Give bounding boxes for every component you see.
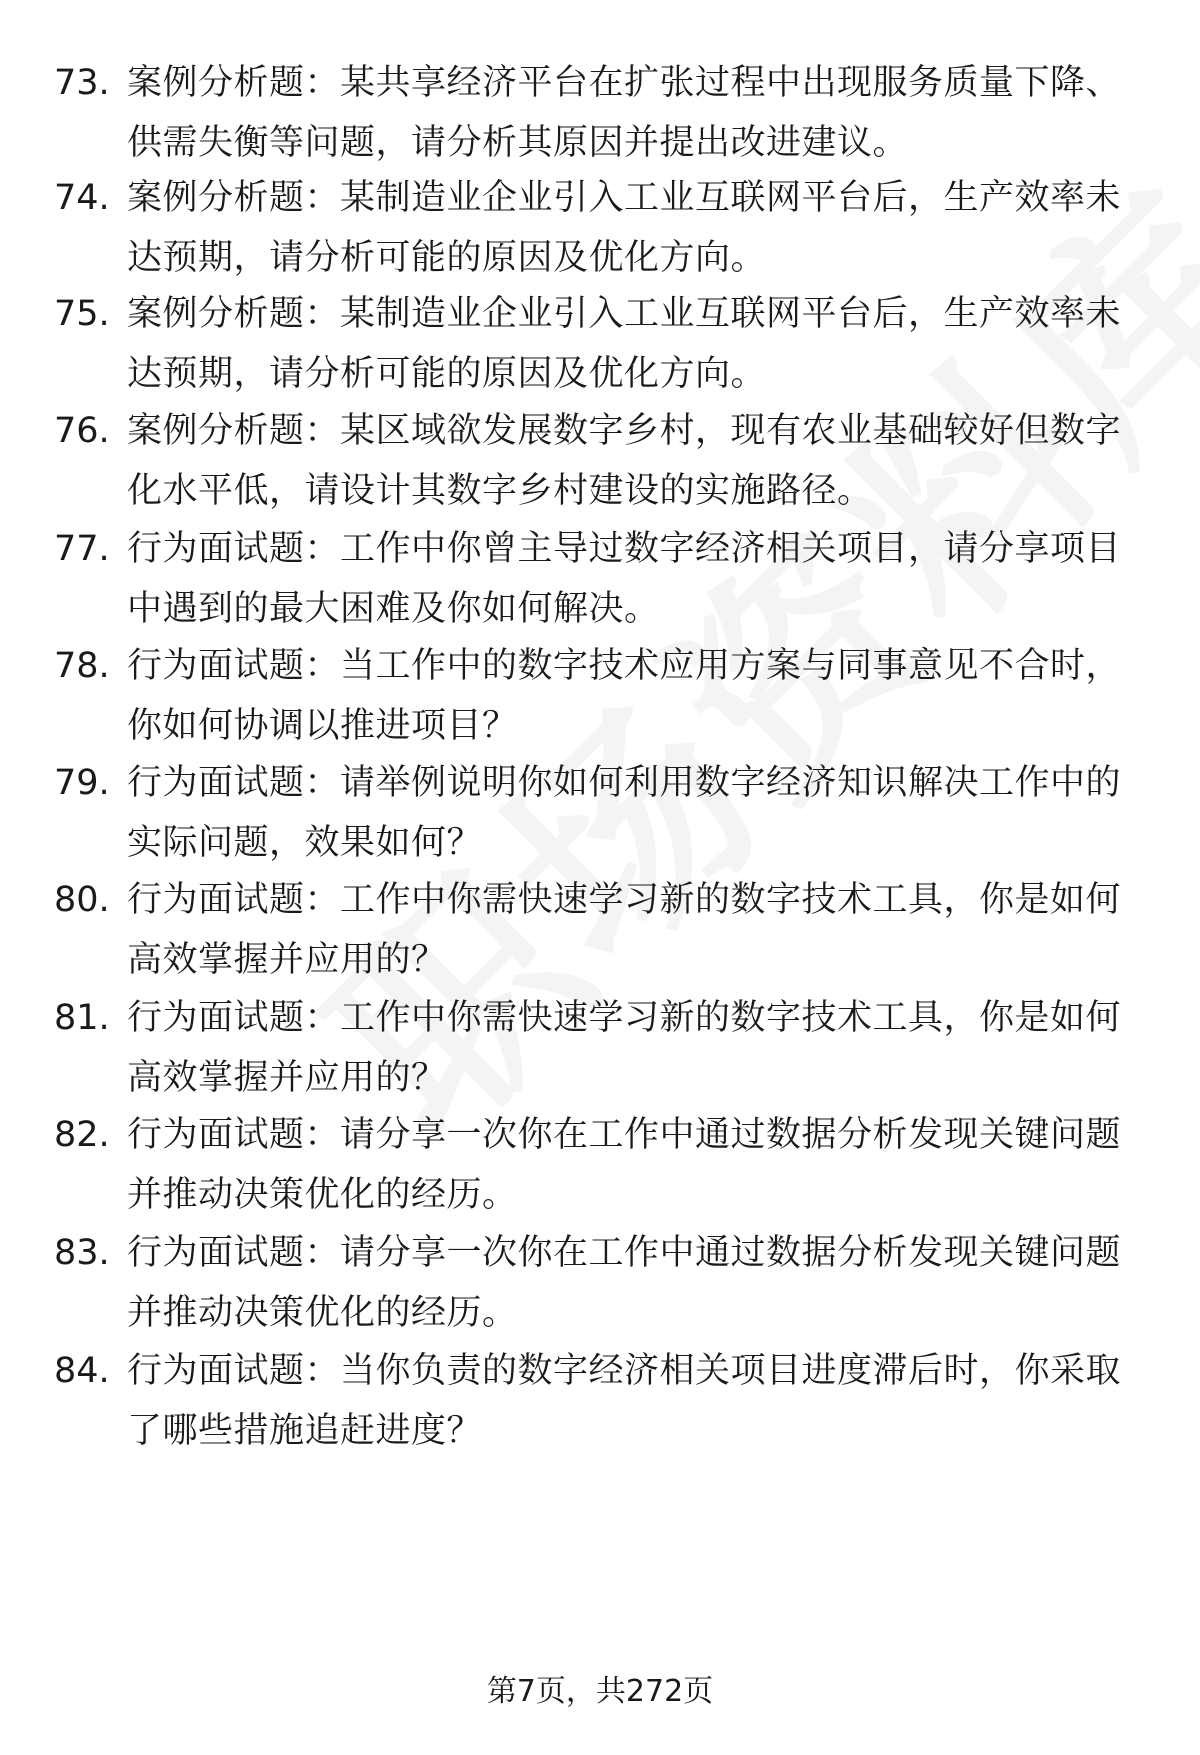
question-number: 82. [54,1115,110,1155]
question-text: 行为面试题：工作中你曾主导过数字经济相关项目，请分享项目中遇到的最大困难及你如何解决。 [127,529,1122,629]
question-item [0,168,1200,278]
question-number: 83. [54,1233,110,1273]
question-text: 案例分析题：某制造业企业引入工业互联网平台后，生产效率未达预期，请分析可能的原因及优化方向。 [127,178,1122,278]
question-number: 75. [54,294,110,334]
question-item [0,284,1200,394]
question-text: 案例分析题：某共享经济平台在扩张过程中出现服务质量下降、供需失衡等问题，请分析其原因并提出改进建议。 [127,63,1122,163]
question-text: 案例分析题：某制造业企业引入工业互联网平台后，生产效率未达预期，请分析可能的原因及优化方向。 [127,294,1122,394]
question-number: 79. [54,763,110,803]
question-item [0,636,1200,746]
question-item [0,519,1200,629]
question-text: 行为面试题：请举例说明你如何利用数字经济知识解决工作中的实际问题，效果如何？ [127,763,1122,863]
question-item [0,753,1200,863]
question-item [0,53,1200,163]
question-text: 行为面试题：请分享一次你在工作中通过数据分析发现关键问题并推动决策优化的经历。 [127,1233,1122,1333]
question-item [0,1223,1200,1333]
question-item [0,988,1200,1098]
question-text: 行为面试题：当工作中的数字技术应用方案与同事意见不合时，你如何协调以推进项目？ [127,646,1122,746]
page-footer [0,1672,1200,1712]
question-text: 行为面试题：工作中你需快速学习新的数字技术工具，你是如何高效掌握并应用的？ [127,880,1122,980]
question-text: 行为面试题：工作中你需快速学习新的数字技术工具，你是如何高效掌握并应用的？ [127,998,1122,1098]
question-text: 行为面试题：当你负责的数字经济相关项目进度滞后时，你采取了哪些措施追赶进度？ [127,1351,1122,1451]
question-text: 行为面试题：请分享一次你在工作中通过数据分析发现关键问题并推动决策优化的经历。 [127,1115,1122,1215]
question-number: 74. [54,178,110,218]
question-number: 78. [54,646,110,686]
question-item [0,870,1200,980]
question-item [0,1105,1200,1215]
question-item [0,401,1200,511]
question-number: 84. [54,1351,110,1391]
question-number: 73. [54,63,110,103]
question-number: 80. [54,880,110,920]
question-number: 81. [54,998,110,1038]
question-number: 77. [54,529,110,569]
page-number-label: 第7页，共272页 [486,1674,714,1709]
question-text: 案例分析题：某区域欲发展数字乡村，现有农业基础较好但数字化水平低，请设计其数字乡村建设的实施路径。 [127,411,1122,511]
question-item [0,1341,1200,1451]
question-number: 76. [54,411,110,451]
